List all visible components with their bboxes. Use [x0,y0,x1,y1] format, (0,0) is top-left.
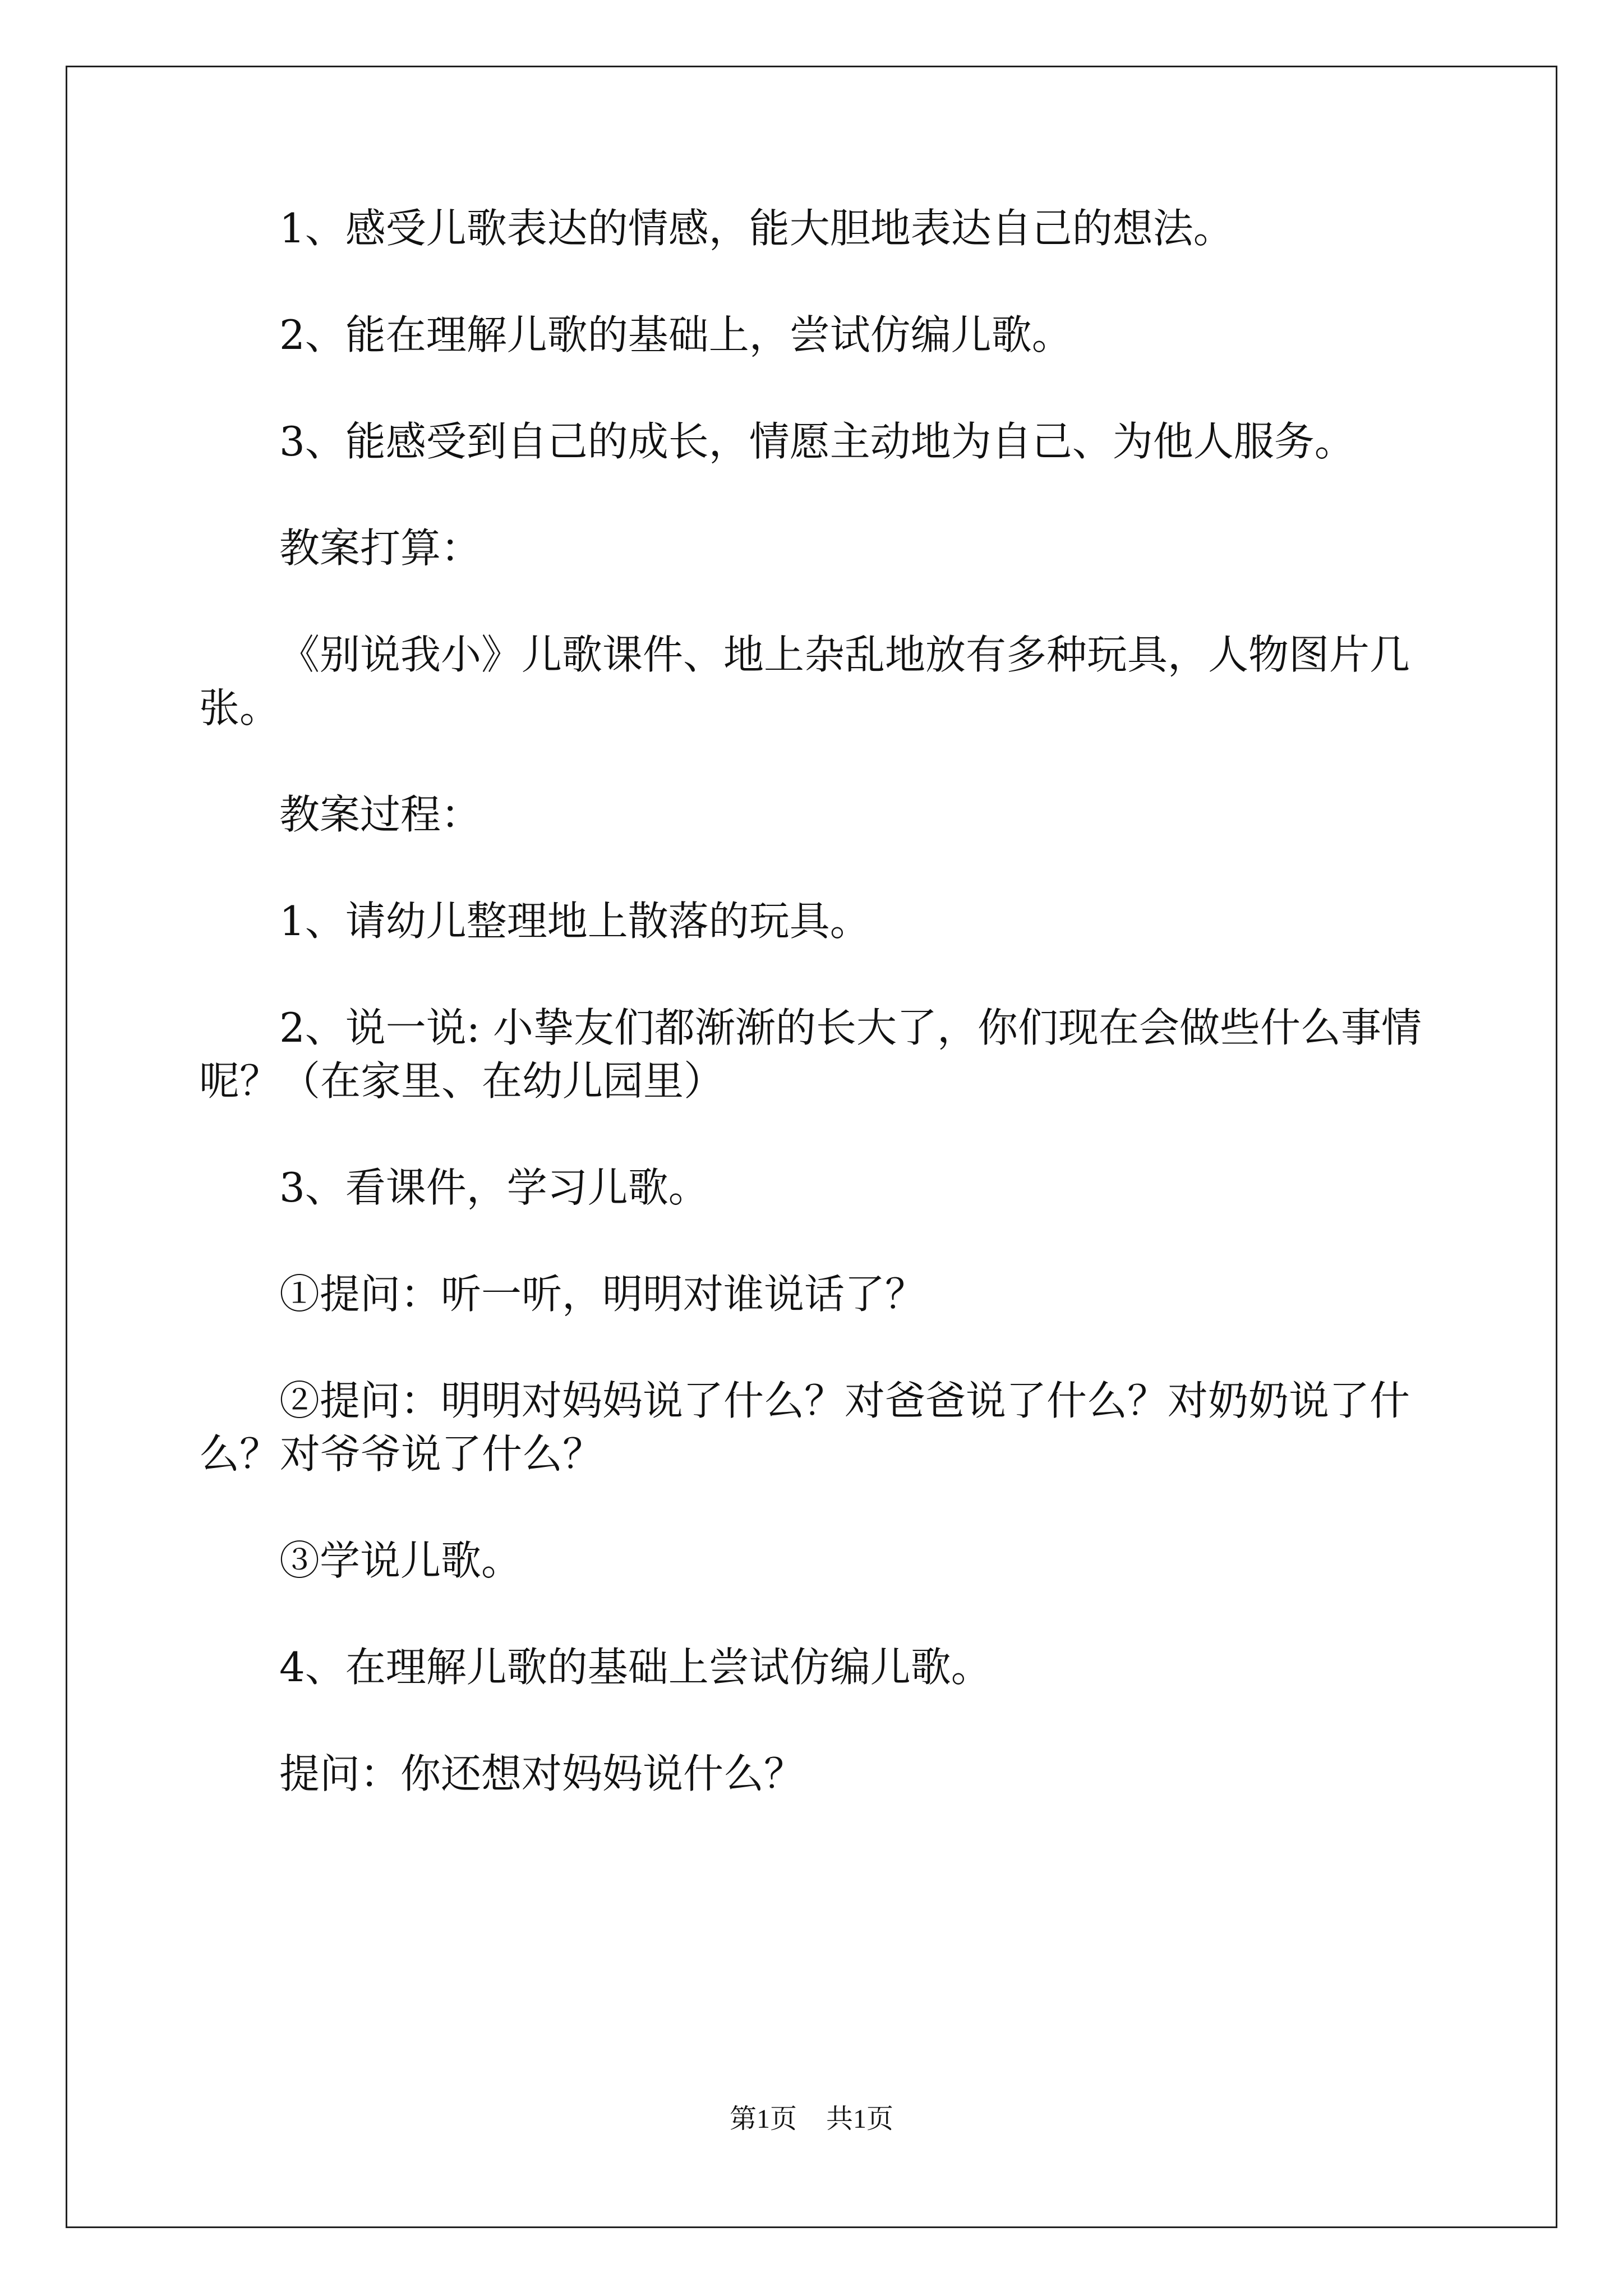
paragraph-goal-1: 1、感受儿歌表达的情感，能大胆地表达自己的想法。 [279,205,1234,252]
paragraph-step-1: 1、请幼儿整理地上散落的玩具。 [279,898,870,945]
section-heading-process: 教案过程： [279,791,482,838]
paragraph-prompt: 提问：你还想对妈妈说什么？ [279,1750,805,1797]
page-number-current: 第1页 [729,2104,797,2134]
paragraph-step-3: 3、看课件，学习儿歌。 [279,1164,709,1211]
paragraph-question-1: ①提问：听一听，明明对谁说话了？ [279,1271,926,1318]
page-footer [0,2102,1623,2136]
paragraph-question-2: ②提问：明明对妈妈说了什么？对爸爸说了什么？对奶奶说了什么？对爷爷说了什么？ [199,1377,1410,1478]
paragraph-step-4: 4、在理解儿歌的基础上尝试仿编儿歌。 [279,1644,992,1691]
document-body [199,202,1427,1854]
section-heading-preparation: 教案打算： [279,524,482,572]
paragraph-question-3: ③学说儿歌。 [279,1537,522,1584]
paragraph-goal-3: 3、能感受到自己的成长，情愿主动地为自己、为他人服务。 [279,418,1355,465]
paragraph-materials: 《别说我小》儿歌课件、地上杂乱地放有多种玩具，人物图片几张。 [199,631,1410,731]
paragraph-goal-2: 2、能在理解儿歌的基础上，尝试仿编儿歌。 [279,311,1072,358]
page-number-total: 共1页 [826,2104,894,2134]
paragraph-step-2: 2、说一说: 小挚友们都渐渐的长大了，你们现在会做些什么事情呢？（在家里、在幼儿园里） [199,1004,1422,1105]
